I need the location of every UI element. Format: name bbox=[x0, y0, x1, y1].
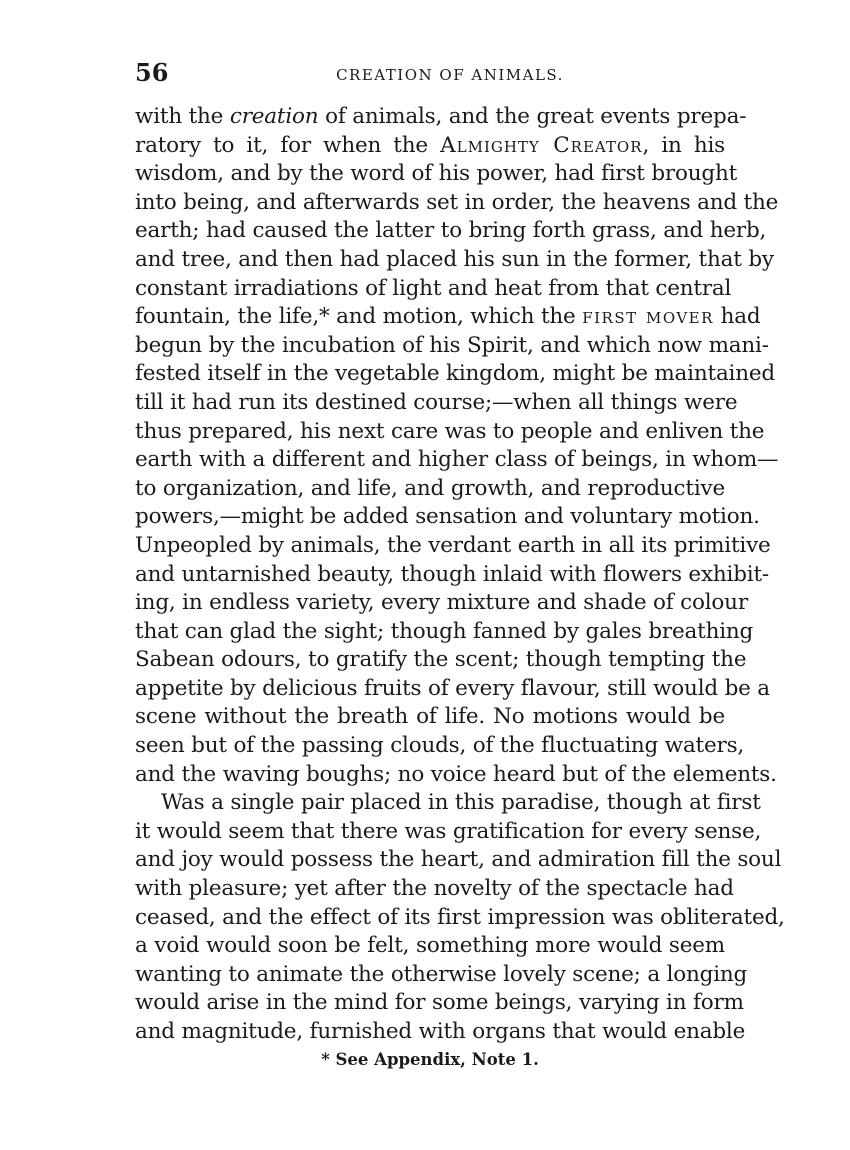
page-number: 56 bbox=[135, 58, 169, 87]
text-line: seen but of the passing clouds, of the fluctuating waters, bbox=[135, 733, 745, 759]
body-text bbox=[135, 103, 785, 1047]
text-line: earth with a different and higher class of beings, in whom— bbox=[135, 447, 779, 473]
page-header bbox=[135, 58, 725, 88]
text-line: to organization, and life, and growth, and reproductive bbox=[135, 475, 725, 501]
text-line: that can glad the sight; though fanned by gales breathing bbox=[135, 618, 754, 644]
text-line: and untarnished beauty, though inlaid with flowers exhibit- bbox=[135, 561, 769, 587]
small-caps-phrase: first mover bbox=[582, 304, 714, 330]
text-line: ratory to it, for when the Almighty Creator, in his bbox=[135, 132, 725, 158]
text-line: fested itself in the vegetable kingdom, might be maintained bbox=[135, 361, 775, 387]
text-line: earth; had caused the latter to bring forth grass, and herb, bbox=[135, 218, 767, 244]
text-line: would arise in the mind for some beings, varying in form bbox=[135, 990, 744, 1016]
text-line: and joy would possess the heart, and admiration fill the soul bbox=[135, 847, 782, 873]
text-line: and magnitude, furnished with organs that would enable bbox=[135, 1019, 746, 1044]
text-line: it would seem that there was gratification for every sense, bbox=[135, 818, 762, 844]
text-line: fountain, the life,* and motion, which the first mover had bbox=[135, 304, 761, 330]
text-line: with pleasure; yet after the novelty of the spectacle had bbox=[135, 876, 734, 902]
text-line: Sabean odours, to gratify the scent; though tempting the bbox=[135, 647, 747, 673]
text-line: Unpeopled by animals, the verdant earth in all its primitive bbox=[135, 532, 771, 558]
text-line: begun by the incubation of his Spirit, and which now mani- bbox=[135, 332, 769, 358]
text-line: and tree, and then had placed his sun in the former, that by bbox=[135, 246, 774, 272]
text-line: thus prepared, his next care was to people and enliven the bbox=[135, 418, 765, 444]
text-line: wisdom, and by the word of his power, had first brought bbox=[135, 161, 738, 187]
text-line: wanting to animate the otherwise lovely scene; a longing bbox=[135, 961, 748, 987]
italic-word: creation bbox=[229, 104, 319, 129]
text-line: ing, in endless variety, every mixture and shade of colour bbox=[135, 590, 748, 616]
running-head: CREATION OF ANIMALS. bbox=[336, 66, 564, 84]
text-line: into being, and afterwards set in order, the heavens and the bbox=[135, 189, 779, 215]
text-line: a void would soon be felt, something more would seem bbox=[135, 933, 725, 959]
text-line: constant irradiations of light and heat from that central bbox=[135, 275, 732, 301]
footnote: * See Appendix, Note 1. bbox=[321, 1050, 539, 1069]
text-line: with the creation of animals, and the great events prepa- bbox=[135, 104, 747, 129]
text-line: ceased, and the effect of its first impression was obliterated, bbox=[135, 904, 785, 930]
text-line: Was a single pair placed in this paradise, though at first bbox=[161, 790, 761, 816]
text-line: appetite by delicious fruits of every flavour, still would be a bbox=[135, 675, 770, 701]
text-line: powers,—might be added sensation and voluntary motion. bbox=[135, 504, 760, 530]
paragraph bbox=[135, 103, 779, 789]
text-line: scene without the breath of life. No motions would be bbox=[135, 704, 725, 730]
paragraph bbox=[135, 789, 785, 1046]
text-line: till it had run its destined course;—when all things were bbox=[135, 389, 738, 415]
small-caps-phrase: Almighty Creator bbox=[440, 132, 643, 158]
text-line: and the waving boughs; no voice heard but of the elements. bbox=[135, 761, 777, 787]
